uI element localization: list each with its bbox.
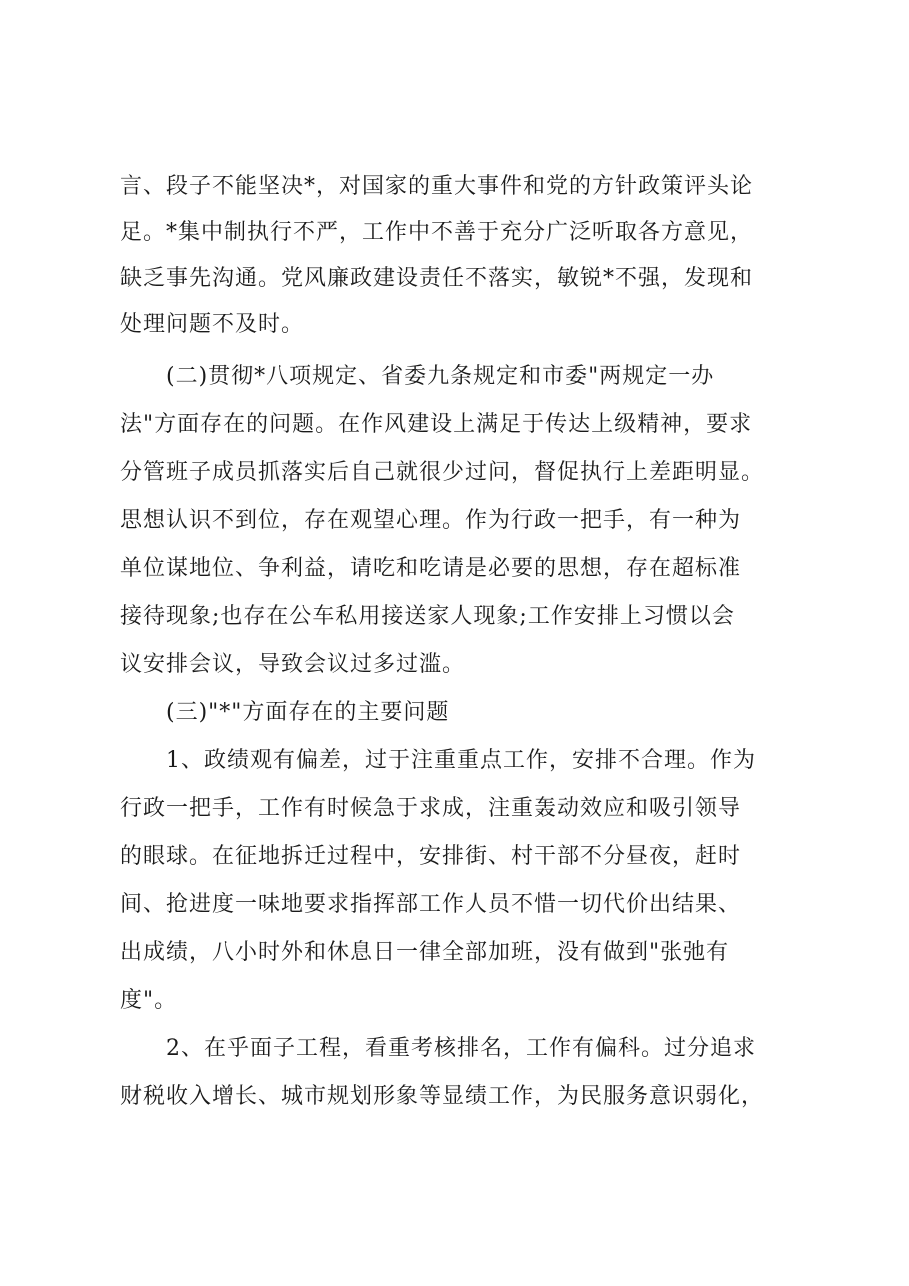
text-line: 的眼球。在征地拆迁过程中，安排街、村干部不分昼夜，赶时 xyxy=(120,844,742,869)
item-2-start: 2、在乎面子工程，看重考核排名，工作有偏科。过分追求 xyxy=(166,1036,756,1061)
text-line: 间、抢进度一味地要求指挥部工作人员不惜一切代价出结果、 xyxy=(120,892,742,917)
text-line: 分管班子成员抓落实后自己就很少过问，督促执行上差距明显。 xyxy=(120,460,765,485)
text-line: 足。*集中制执行不严，工作中不善于充分广泛听取各方意见， xyxy=(120,220,754,245)
item-1-start: 1、政绩观有偏差，过于注重重点工作，安排不合理。作为 xyxy=(166,748,756,773)
text-line: 出成绩，八小时外和休息日一律全部加班，没有做到"张弛有 xyxy=(120,940,730,965)
text-line: 缺乏事先沟通。党风廉政建设责任不落实，敏锐*不强，发现和 xyxy=(120,266,754,291)
text-line: 法"方面存在的问题。在作风建设上满足于传达上级精神，要求 xyxy=(120,412,753,437)
section-heading-3: (三)"*"方面存在的主要问题 xyxy=(166,700,450,725)
text-line: 议安排会议，导致会议过多过滥。 xyxy=(120,652,466,677)
text-line: 言、段子不能坚决*，对国家的重大事件和党的方针政策评头论 xyxy=(120,174,754,199)
text-line: 单位谋地位、争利益，请吃和吃请是必要的思想，存在超标准 xyxy=(120,556,742,581)
text-line: 财税收入增长、城市规划形象等显绩工作，为民服务意识弱化， xyxy=(120,1084,765,1109)
text-line: 接待现象;也存在公车私用接送家人现象;工作安排上习惯以会 xyxy=(120,604,735,629)
section-heading-2: (二)贯彻*八项规定、省委九条规定和市委"两规定一办 xyxy=(166,364,715,389)
text-line: 思想认识不到位，存在观望心理。作为行政一把手，有一种为 xyxy=(120,508,742,533)
text-line: 行政一把手，工作有时候急于求成，注重轰动效应和吸引领导 xyxy=(120,796,742,821)
text-line: 度"。 xyxy=(120,988,178,1013)
text-line: 处理问题不及时。 xyxy=(120,312,305,337)
